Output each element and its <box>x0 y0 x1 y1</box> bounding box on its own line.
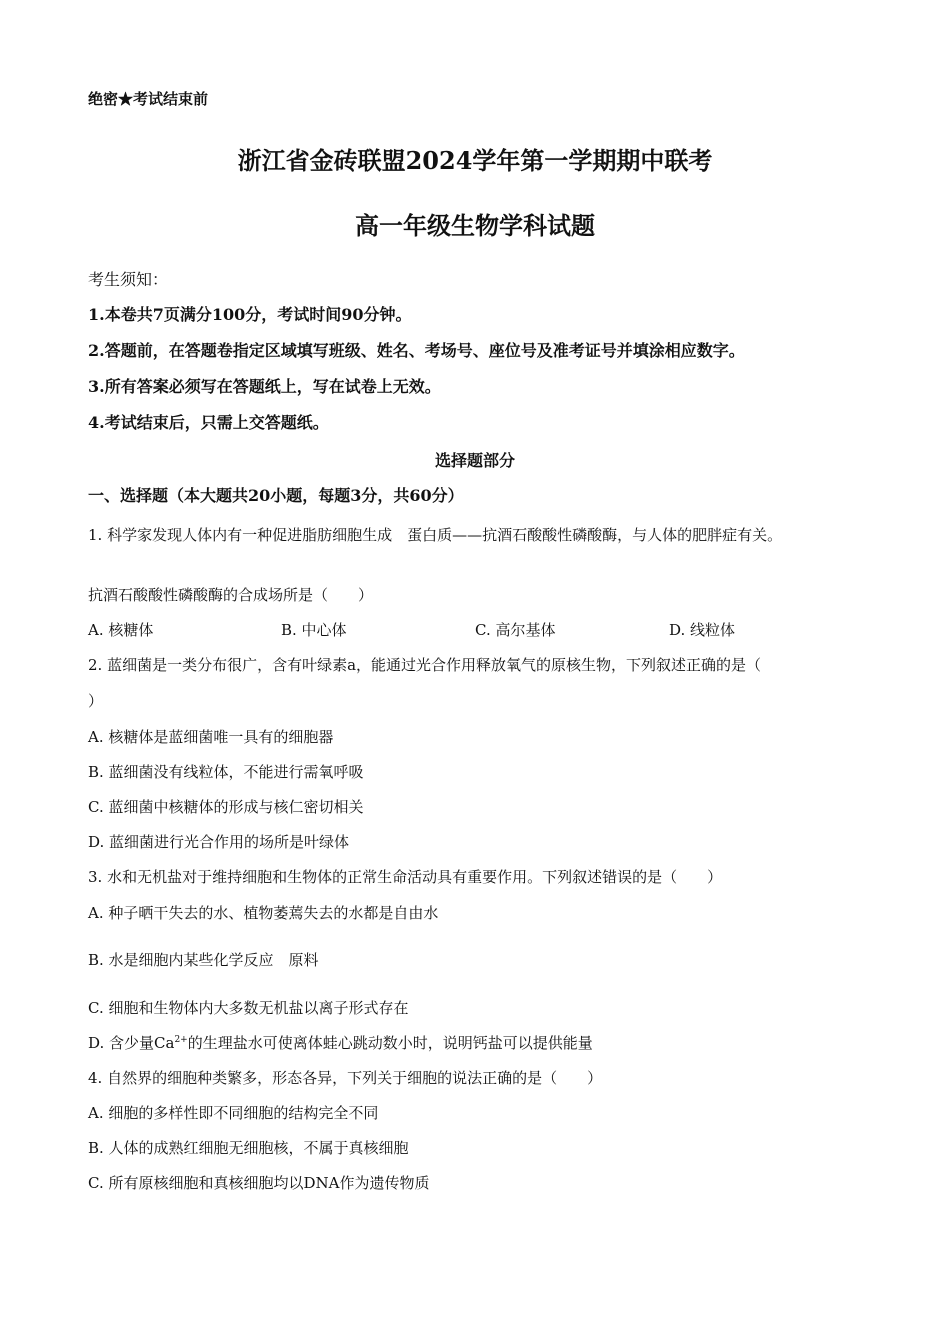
notice-item-3: 3.所有答案必须写在答题纸上，写在试卷上无效。 <box>88 377 441 396</box>
q1-stem-line1: 1. 科学家发现人体内有一种促进脂肪细胞生成 蛋白质——抗酒石酸酸性磷酸酶，与人体的肥胖症有关。 <box>88 526 783 544</box>
q3-option-d-text-before: D. 含少量Ca <box>88 1034 175 1052</box>
q3-option-b: B. 水是细胞内某些化学反应 原料 <box>88 951 319 969</box>
q1-stem-line2: 抗酒石酸酸性磷酸酶的合成场所是（ ） <box>88 586 374 604</box>
q2-option-a: A. 核糖体是蓝细菌唯一具有的细胞器 <box>88 728 334 746</box>
part-title: 选择题部分 <box>434 451 515 470</box>
notice-item-2: 2.答题前，在答题卷指定区域填写班级、姓名、考场号、座位号及准考证号并填涂相应数字。 <box>88 341 745 360</box>
q3-option-c: C. 细胞和生物体内大多数无机盐以离子形式存在 <box>88 999 409 1017</box>
q4-option-b: B. 人体的成熟红细胞无细胞核，不属于真核细胞 <box>88 1139 409 1157</box>
q2-stem-line1: 2. 蓝细菌是一类分布很广，含有叶绿素a，能通过光合作用释放氧气的原核生物，下列叙述正确的是（ <box>88 656 762 674</box>
q2-stem-line2: ） <box>88 692 104 710</box>
notice-heading: 考生须知： <box>88 270 169 289</box>
q4-option-c: C. 所有原核细胞和真核细胞均以DNA作为遗传物质 <box>88 1174 430 1192</box>
notice-item-4: 4.考试结束后，只需上交答题纸。 <box>88 413 329 432</box>
exam-subtitle: 高一年级生物学科试题 <box>355 211 595 240</box>
q4-stem: 4. 自然界的细胞种类繁多，形态各异，下列关于细胞的说法正确的是（ ） <box>88 1069 603 1087</box>
q2-option-b: B. 蓝细菌没有线粒体，不能进行需氧呼吸 <box>88 763 364 781</box>
q1-option-d: D. 线粒体 <box>669 621 736 639</box>
q3-option-d-superscript: 2+ <box>174 1035 188 1045</box>
q3-option-d-text-after: 的生理盐水可使离体蛙心跳动数小时，说明钙盐可以提供能量 <box>187 1034 593 1052</box>
section-heading: 一、选择题（本大题共20小题，每题3分，共60分） <box>88 486 464 505</box>
exam-title: 浙江省金砖联盟2024学年第一学期期中联考 <box>237 146 713 175</box>
q1-option-c: C. 高尔基体 <box>475 621 556 639</box>
q1-option-a: A. 核糖体 <box>88 621 154 639</box>
q2-option-c: C. 蓝细菌中核糖体的形成与核仁密切相关 <box>88 798 364 816</box>
q4-option-a: A. 细胞的多样性即不同细胞的结构完全不同 <box>88 1104 379 1122</box>
q2-option-d: D. 蓝细菌进行光合作用的场所是叶绿体 <box>88 833 350 851</box>
q3-option-d <box>88 1033 593 1053</box>
q1-option-b: B. 中心体 <box>281 621 347 639</box>
q3-option-a: A. 种子晒干失去的水、植物萎蔫失去的水都是自由水 <box>88 904 439 922</box>
confidential-label: 绝密★考试结束前 <box>88 90 209 108</box>
notice-item-1: 1.本卷共7页满分100分，考试时间90分钟。 <box>88 305 412 324</box>
q3-stem: 3. 水和无机盐对于维持细胞和生物体的正常生命活动具有重要作用。下列叙述错误的是（ ） <box>88 868 723 886</box>
